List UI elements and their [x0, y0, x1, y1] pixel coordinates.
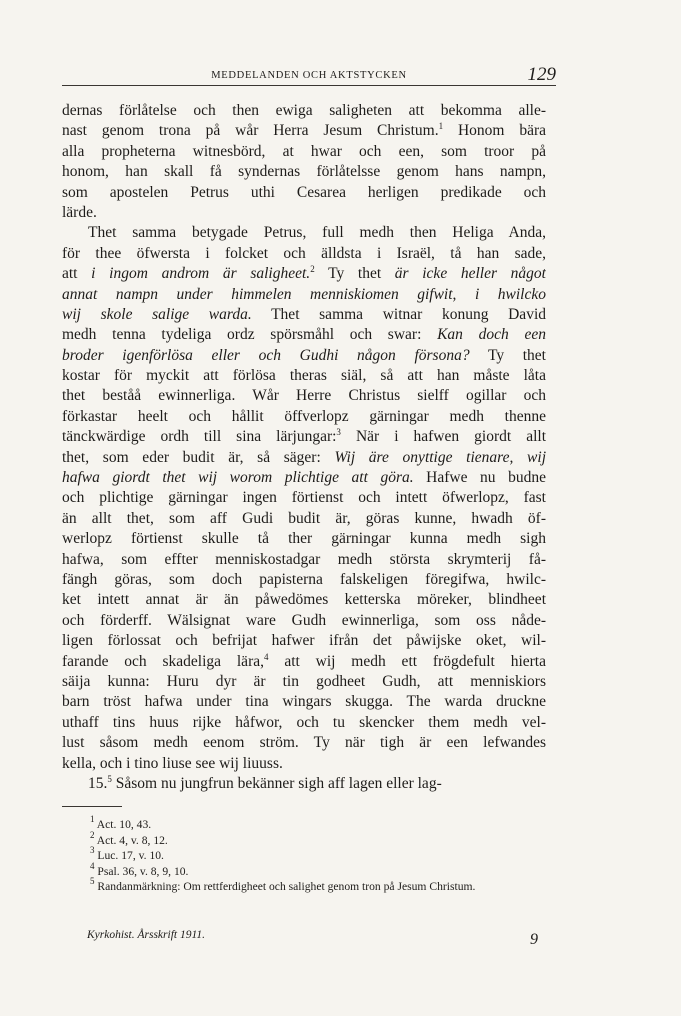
text-line: [62, 183, 546, 203]
text-line: [62, 733, 546, 753]
text-run: hafwa, som effter menniskostadgar medh största skrymterij få-: [62, 550, 546, 568]
text-run: Ty thet: [314, 265, 395, 283]
text-run: ligen förlossat och befrijat hafwer ifrån det påwijske oket, wil-: [62, 632, 546, 650]
text-run: att: [62, 265, 92, 283]
text-run: förkastar heelt och hållit öffverlopz gärningar medh thenne: [62, 407, 546, 425]
text-line: [62, 142, 546, 162]
footnote-ref: 3: [336, 427, 341, 438]
text-run: ket intett annat är än påwedömes ketterska möreker, blindheet: [62, 591, 546, 609]
text-line: [62, 285, 546, 305]
footnote-mark: 5: [90, 876, 95, 886]
text-line: [62, 162, 546, 182]
text-line: [62, 407, 546, 427]
text-line: [62, 244, 546, 264]
text-run: medh tenna tydeliga ordz spörsmåhl och swar:: [62, 326, 438, 344]
footnote-text: Luc. 17, v. 10.: [94, 849, 164, 862]
text-line: [62, 386, 546, 406]
footnote-text: Psal. 36, v. 8, 9, 10.: [94, 864, 189, 878]
text-line: [62, 488, 546, 508]
italic-text: Kan doch een: [437, 326, 546, 344]
text-run: werlopz förtienst skulle tå ther gärningar kunna medh sigh: [62, 530, 546, 548]
text-run: thet beståå ewinnerliga. Wår Herre Christus sielff ogillar och: [62, 387, 546, 405]
text-run: dernas förlåtelse och then ewiga saligheten att bekomma alle-: [62, 102, 546, 119]
text-line: [62, 550, 546, 570]
text-run: lust såsom medh eenom ström. Ty när tigh är een lefwandes: [62, 734, 546, 752]
italic-text: Wij äre onyttige tienare, wij: [334, 448, 546, 466]
text-run: Hafwe nu budne: [413, 469, 546, 487]
body-text: [62, 101, 546, 794]
text-run: och förderff. Wälsignat ware Gudh ewinnerliga, som oss nåde-: [62, 611, 546, 629]
footnote-text: Act. 10, 43.: [94, 818, 152, 831]
text-line: [62, 713, 546, 733]
text-line: [62, 366, 546, 386]
text-line: [62, 223, 546, 243]
text-run: honom, han skall få syndernas förlåtelsse genom hans nampn,: [62, 163, 546, 181]
footnote-mark: 4: [90, 860, 95, 871]
text-line: [62, 203, 546, 223]
italic-text: annat nampn under himmelen menniskiomen gifwit, i hwilcko: [62, 285, 546, 303]
text-run: uthaff tins huus rijke håfwor, och tu skencker them medh vel-: [62, 713, 546, 731]
page-number: 129: [527, 64, 556, 85]
footnote: [62, 860, 546, 880]
text-run: Honom bära: [443, 122, 546, 140]
footnote: [62, 845, 546, 864]
text-line: [62, 590, 546, 610]
text-line: [62, 448, 546, 468]
text-line: [62, 774, 546, 794]
italic-text: wij skole salige warda.: [62, 305, 252, 323]
text-line: [62, 754, 546, 774]
text-line: [62, 672, 546, 692]
footnote-ref: 5: [107, 773, 112, 784]
italic-text: broder igenförlösa eller och Gudhi någon försona?: [62, 346, 470, 364]
footnote-ref: 4: [263, 651, 269, 662]
text-run: tänckwärdige ordh till sina lärjungar:: [62, 428, 337, 446]
text-line: [62, 692, 546, 712]
text-run: som apostelen Petrus uthi Cesarea herligen predikade och: [62, 183, 546, 201]
text-line: [62, 509, 546, 529]
text-run: När i hafwen giordt allt: [340, 428, 546, 446]
text-run: lärde.: [62, 203, 97, 221]
italic-text: är icke heller något: [394, 265, 546, 283]
footnote-text: Act. 4, v. 8, 12.: [94, 833, 168, 847]
sheet-signature: Kyrkohist. Årsskrift 1911.: [87, 929, 205, 941]
text-run: än allt thet, som aff Gudi budit är, göras kunne, hwadh öf-: [62, 509, 546, 527]
text-run: farande och skadeliga lära,: [62, 652, 264, 670]
footnotes: [62, 814, 546, 895]
text-run: alla propheterna witnesbörd, at hwar och een, som troor på: [62, 142, 546, 160]
text-line: [62, 468, 546, 488]
footnote-mark: 2: [90, 829, 95, 840]
footnote-ref: 2: [310, 264, 315, 275]
text-run: 15.: [88, 774, 108, 792]
footnote-mark: 3: [90, 845, 95, 855]
text-line: [62, 631, 546, 651]
text-line: [62, 101, 546, 121]
text-run: Thet samma betygade Petrus, full medh then Heliga Anda,: [88, 224, 546, 242]
text-run: kella, och i tino liuse see wij liuuss.: [62, 754, 283, 772]
sheet-number: 9: [530, 931, 538, 948]
text-run: Thet samma witnar konung David: [251, 305, 546, 323]
text-line: [62, 121, 546, 141]
text-line: [62, 346, 546, 366]
text-run: nast genom trona på wår Herra Jesum Christum.: [62, 122, 439, 140]
footnote-rule: [62, 806, 122, 807]
footnote: [62, 876, 546, 895]
text-run: fängh göras, som doch papisterna falskeligen föregifwa, hwilc-: [62, 570, 546, 588]
text-line: [62, 611, 546, 631]
text-run: för thee öfwersta i folcket och älldsta i Israël, tå han sade,: [62, 244, 546, 262]
text-line: [62, 305, 546, 325]
text-run: thet, som eder budit är, så säger:: [62, 448, 335, 466]
text-line: [62, 325, 546, 345]
text-run: att wij medh ett frögdefult hierta: [268, 652, 546, 670]
footnote-text: Randanmärkning: Om rettferdigheet och salighet genom tron på Jesum Christum.: [94, 880, 476, 893]
text-run: Ty thet: [469, 346, 546, 364]
text-run: barn tröst hafwa under tina wingars skugga. The warda druckne: [62, 693, 546, 711]
text-run: säija kunna: Huru dyr är tin godheet Gudh, att menniskiors: [62, 672, 546, 690]
text-line: [62, 264, 546, 284]
running-title: MEDDELANDEN OCH AKTSTYCKEN: [211, 70, 407, 81]
text-run: Såsom nu jungfrun bekänner sigh aff lagen eller lag-: [111, 774, 442, 792]
footnote-ref: 1: [438, 121, 444, 132]
italic-text: i ingom androm är saligheet.: [91, 265, 311, 283]
footnote-mark: 1: [90, 814, 95, 824]
text-run: och plichtige gärningar ingen förtienst och intett öfwerlopz, fast: [62, 489, 546, 507]
text-line: [62, 652, 546, 672]
text-run: kostar för myckit att förlösa theras siäl, så att han måste låta: [62, 367, 546, 385]
footnote: [62, 814, 546, 833]
italic-text: hafwa giordt thet wij worom plichtige att göra.: [62, 469, 414, 487]
text-line: [62, 427, 546, 447]
footnote: [62, 829, 546, 849]
text-line: [62, 570, 546, 590]
text-line: [62, 529, 546, 549]
running-head: [62, 66, 556, 86]
